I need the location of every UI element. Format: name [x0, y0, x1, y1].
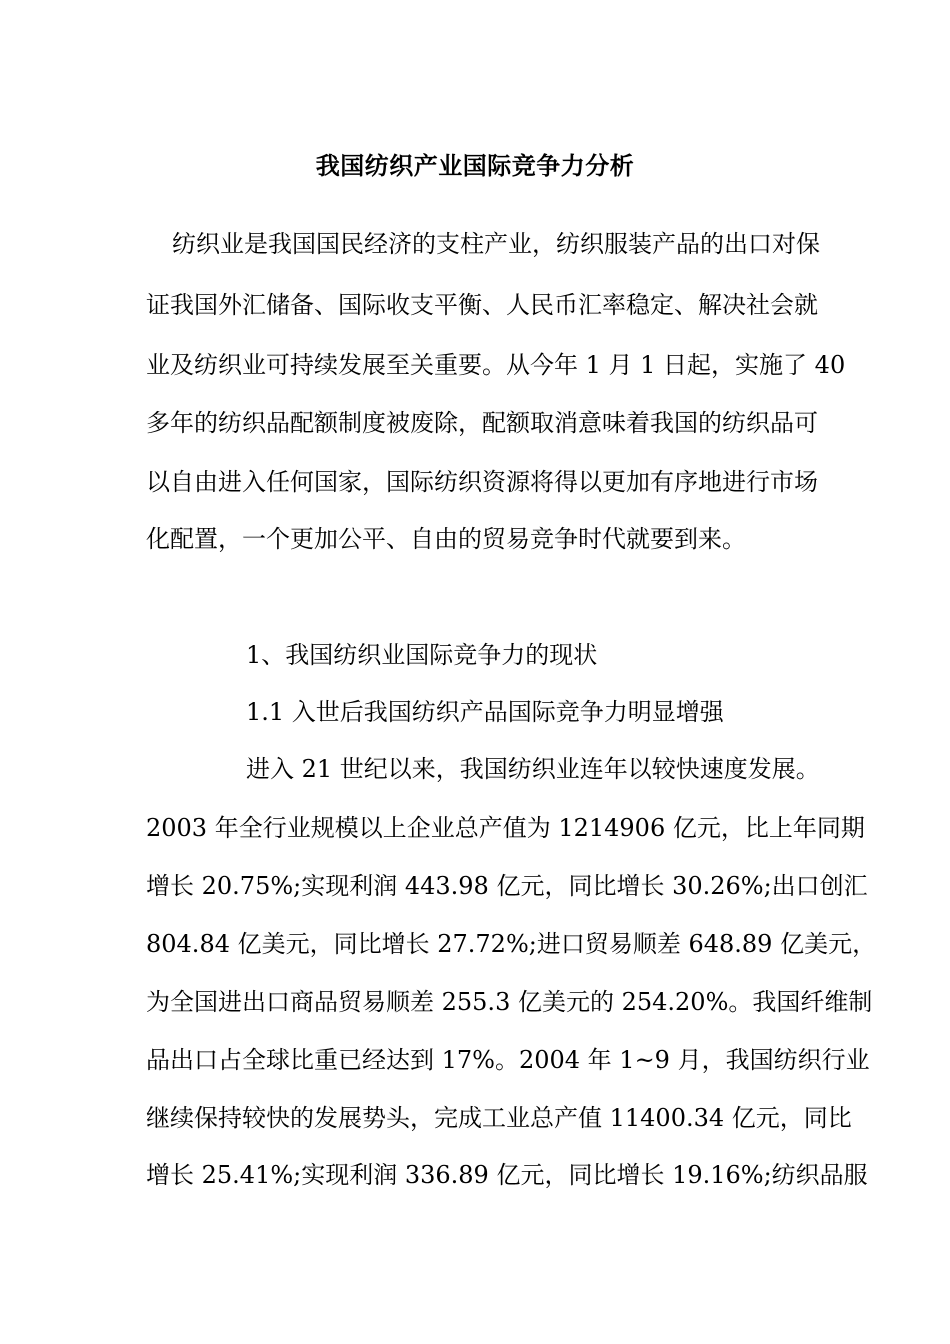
intro-line: 以自由进入任何国家，国际纺织资源将得以更加有序地进行市场 — [146, 468, 818, 496]
intro-line: 多年的纺织品配额制度被废除，配额取消意味着我国的纺织品可 — [146, 409, 818, 437]
body-line: 增长 20.75%;实现利润 443.98 亿元，同比增长 30.26%;出口创汇 — [146, 872, 868, 900]
body-line: 804.84 亿美元，同比增长 27.72%;进口贸易顺差 648.89 亿美元， — [146, 930, 877, 958]
body-line: 2003 年全行业规模以上企业总产值为 1214906 亿元，比上年同期 — [146, 814, 865, 842]
body-line: 品出口占全球比重已经达到 17%。2004 年 1~9 月，我国纺织行业 — [146, 1046, 870, 1074]
intro-line: 业及纺织业可持续发展至关重要。从今年 1 月 1 日起，实施了 40 — [146, 351, 846, 379]
section-heading: 1、我国纺织业国际竞争力的现状 — [246, 641, 598, 669]
document-title: 我国纺织产业国际竞争力分析 — [315, 152, 635, 180]
intro-line: 纺织业是我国国民经济的支柱产业，纺织服装产品的出口对保 — [172, 230, 820, 258]
body-line: 增长 25.41%;实现利润 336.89 亿元，同比增长 19.16%;纺织品服 — [146, 1161, 868, 1189]
body-line: 为全国进出口商品贸易顺差 255.3 亿美元的 254.20%。我国纤维制 — [146, 988, 873, 1016]
subsection-heading: 1.1 入世后我国纺织产品国际竞争力明显增强 — [246, 698, 724, 726]
body-line: 进入 21 世纪以来，我国纺织业连年以较快速度发展。 — [246, 755, 820, 783]
intro-line: 化配置，一个更加公平、自由的贸易竞争时代就要到来。 — [146, 525, 746, 553]
intro-line: 证我国外汇储备、国际收支平衡、人民币汇率稳定、解决社会就 — [146, 291, 818, 319]
body-line: 继续保持较快的发展势头，完成工业总产值 11400.34 亿元，同比 — [146, 1104, 852, 1132]
